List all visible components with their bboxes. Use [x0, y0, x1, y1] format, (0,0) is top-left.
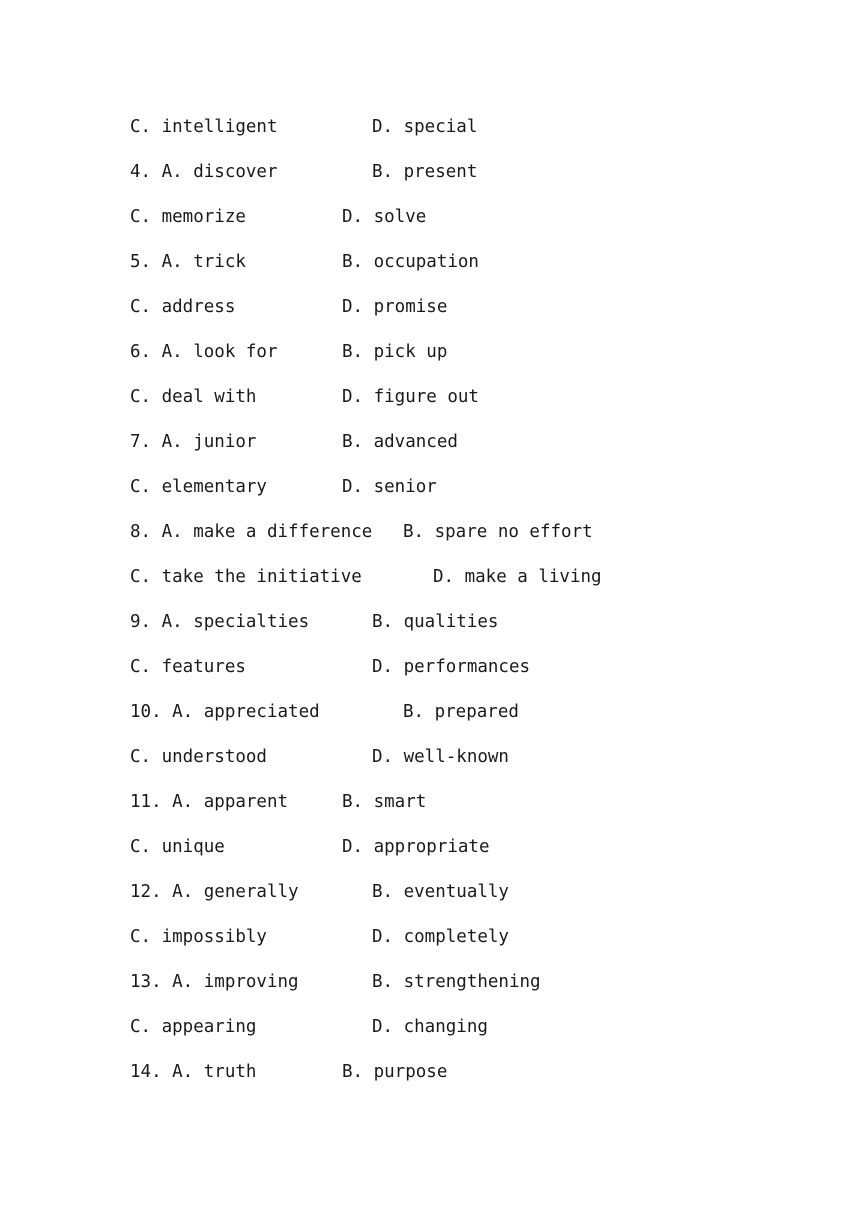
option-left: 12. A. generally [130, 882, 299, 902]
option-right: B. pick up [342, 342, 448, 362]
option-line [0, 925, 860, 949]
option-line [0, 970, 860, 994]
option-line [0, 295, 860, 319]
option-line [0, 205, 860, 229]
option-left: 13. A. improving [130, 972, 299, 992]
option-line [0, 520, 860, 544]
option-left: 7. A. junior [130, 432, 257, 452]
option-left: 8. A. make a difference [130, 522, 373, 542]
option-left: C. unique [130, 837, 225, 857]
option-right: D. senior [342, 477, 437, 497]
option-line [0, 790, 860, 814]
option-left: C. understood [130, 747, 267, 767]
option-left: 5. A. trick [130, 252, 246, 272]
option-right: D. promise [342, 297, 448, 317]
option-right: D. completely [372, 927, 509, 947]
option-right: B. advanced [342, 432, 458, 452]
option-right: D. make a living [433, 567, 602, 587]
option-line [0, 700, 860, 724]
option-left: 9. A. specialties [130, 612, 310, 632]
option-left: 4. A. discover [130, 162, 278, 182]
option-right: D. appropriate [342, 837, 490, 857]
option-right: B. prepared [403, 702, 519, 722]
option-left: 10. A. appreciated [130, 702, 320, 722]
option-left: 14. A. truth [130, 1062, 257, 1082]
option-right: B. strengthening [372, 972, 541, 992]
option-left: C. take the initiative [130, 567, 362, 587]
option-line [0, 385, 860, 409]
option-right: D. special [372, 117, 478, 137]
option-right: B. purpose [342, 1062, 448, 1082]
option-left: C. address [130, 297, 236, 317]
option-left: C. memorize [130, 207, 246, 227]
option-right: D. figure out [342, 387, 479, 407]
option-line [0, 565, 860, 589]
option-right: B. present [372, 162, 478, 182]
option-line [0, 880, 860, 904]
option-line [0, 1015, 860, 1039]
option-line [0, 475, 860, 499]
option-line [0, 115, 860, 139]
option-right: D. well-known [372, 747, 509, 767]
option-right: B. qualities [372, 612, 499, 632]
option-line [0, 835, 860, 859]
option-left: C. deal with [130, 387, 257, 407]
option-left: C. features [130, 657, 246, 677]
option-line [0, 430, 860, 454]
option-right: B. occupation [342, 252, 479, 272]
option-left: 6. A. look for [130, 342, 278, 362]
option-line [0, 655, 860, 679]
option-left: 11. A. apparent [130, 792, 289, 812]
option-line [0, 250, 860, 274]
option-line [0, 745, 860, 769]
option-right: D. solve [342, 207, 427, 227]
option-right: D. changing [372, 1017, 488, 1037]
option-left: C. intelligent [130, 117, 278, 137]
option-right: B. smart [342, 792, 427, 812]
option-line [0, 610, 860, 634]
option-right: B. eventually [372, 882, 509, 902]
option-left: C. impossibly [130, 927, 267, 947]
option-right: D. performances [372, 657, 531, 677]
option-right: B. spare no effort [403, 522, 593, 542]
option-line [0, 160, 860, 184]
option-line [0, 1060, 860, 1084]
option-left: C. elementary [130, 477, 267, 497]
option-left: C. appearing [130, 1017, 257, 1037]
option-line [0, 340, 860, 364]
